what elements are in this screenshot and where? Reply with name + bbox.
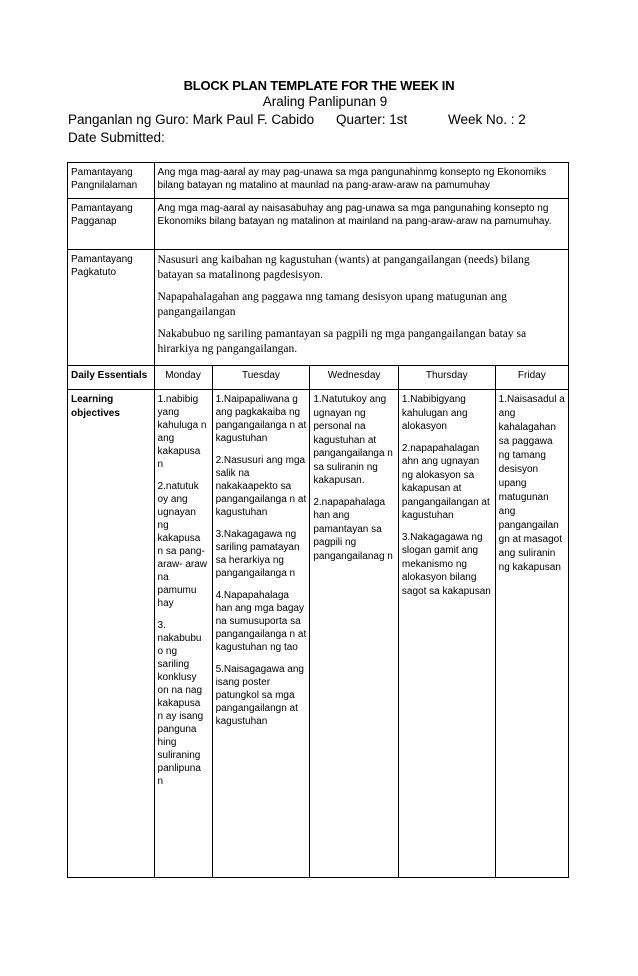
objective-item: 4.Napapahalaga han ang mga bagay na sumusuporta sa pangangailanga n at kagustuhan ng tao bbox=[215, 590, 307, 653]
standard-row bbox=[68, 199, 569, 250]
learning-objectives-row bbox=[68, 390, 569, 878]
date-submitted-label: Date Submitted: bbox=[68, 130, 165, 145]
objective-item: 1.Naisasadul a ang kahalagahan sa paggawa ng tamang desisyon upang matugunan ang pangangailan gn at masagot ang suliranin ng kakapusan bbox=[498, 394, 565, 573]
standard-text: Ang mga mag-aaral ay naisasabuhay ang pag-unawa sa mga pangunahing konsepto ng Ekonomiks bilang batayan ng matalinon at mainland na pang-araw-araw na pamumuhay. bbox=[154, 199, 568, 250]
day-friday: Friday bbox=[495, 366, 568, 390]
monday-objectives bbox=[154, 390, 212, 878]
objective-item: 2.Nasusuri ang mga salik na nakakaapekto sa pangangailanga n at kagustuhan bbox=[215, 455, 307, 518]
tuesday-objectives bbox=[212, 390, 310, 878]
objective-item: 3. nakabubu o ng sariling konklusy on na nag kakapusa n ay isang panguna hing suliraning panlipuna n bbox=[157, 620, 204, 787]
subject-line: Araling Panlipunan 9 bbox=[262, 94, 388, 109]
objective-item: 1.Nabibigyang kahulugan ang alokasyon bbox=[401, 394, 468, 432]
objective-item: 3.Nakagagawa ng sariling pamatayan sa herarkiya ng pangangailanga n bbox=[215, 529, 300, 579]
standard-paragraph: Nasusuri ang kaibahan ng kagustuhan (wants) at pangangailangan (needs) bilang batayan sa matalinong pagdesisyon. bbox=[157, 254, 530, 281]
objective-item: 1.Naipapaliwana g ang pagkakaiba ng pangangailanga n at kagustuhan bbox=[215, 394, 307, 444]
standard-label: Pamantayang Pangnilalaman bbox=[68, 163, 155, 199]
standard-text bbox=[154, 250, 568, 366]
standard-paragraph: Napapahalagahan ang paggawa nng tamang desisyon upang matugunan ang pangangailangan bbox=[157, 291, 507, 318]
standard-paragraph: Nakabubuo ng sariling pamantayan sa pagpili ng mga pangangailangan batay sa hirarkiya ng pangangailangan. bbox=[157, 328, 527, 355]
objective-item: 3.Nakagagawa ng slogan gamit ang mekanismo ng alokasyon bilang sagot sa kakapusan bbox=[401, 531, 491, 597]
day-thursday: Thursday bbox=[398, 366, 495, 390]
info-line bbox=[68, 112, 588, 130]
friday-objectives bbox=[495, 390, 568, 878]
block-plan-table bbox=[67, 162, 569, 878]
standard-row bbox=[68, 163, 569, 199]
objective-item: 1.Natutukoy ang ugnayan ng personal na kagustuhan at pangangailanga n sa suliranin ng kakapusan. bbox=[313, 394, 393, 486]
standard-text: Ang mga mag-aaral ay may pag-unawa sa mga pangunahinmg konsepto ng Ekonomiks bilang batayan ng matalino at maunlad na pang-araw-araw na pamumuhay bbox=[154, 163, 568, 199]
day-tuesday: Tuesday bbox=[212, 366, 310, 390]
wednesday-objectives bbox=[310, 390, 399, 878]
objective-item: 1.nabibig yang kahuluga n ang kakapusa n bbox=[157, 394, 207, 470]
daily-essentials-label: Daily Essentials bbox=[68, 366, 155, 390]
learning-objectives-label: Learning objectives bbox=[68, 390, 155, 878]
objective-item: 2.napapahalaga han ang pamantayan sa pagpili ng pangangailanag n bbox=[313, 496, 393, 562]
standard-label: Pamantayang Pagganap bbox=[68, 199, 155, 250]
day-wednesday: Wednesday bbox=[310, 366, 399, 390]
document-title: BLOCK PLAN TEMPLATE FOR THE WEEK IN bbox=[183, 78, 455, 93]
objective-item: 2.natutuk oy ang ugnayan ng kakapusa n sa pang- araw- araw na pamumu hay bbox=[157, 481, 208, 609]
standard-label: Pamantayang Pagkatuto bbox=[68, 250, 155, 366]
teacher-label: Panganlan ng Guro: Mark Paul F. Cabido bbox=[68, 112, 315, 127]
quarter-label: Quarter: 1st bbox=[336, 112, 408, 127]
day-monday: Monday bbox=[154, 366, 212, 390]
standard-row bbox=[68, 250, 569, 366]
objective-item: 2.napapahalagan ahn ang ugnayan ng alokasyon sa kakapusan at pangangailangan at kagustuhan bbox=[401, 442, 490, 521]
week-label: Week No. : 2 bbox=[448, 112, 526, 127]
days-header-row bbox=[68, 366, 569, 390]
objective-item: 5.Naisagagawa ang isang poster patungkol sa mga pangangailangn at kagustuhan bbox=[215, 664, 304, 727]
thursday-objectives bbox=[398, 390, 495, 878]
